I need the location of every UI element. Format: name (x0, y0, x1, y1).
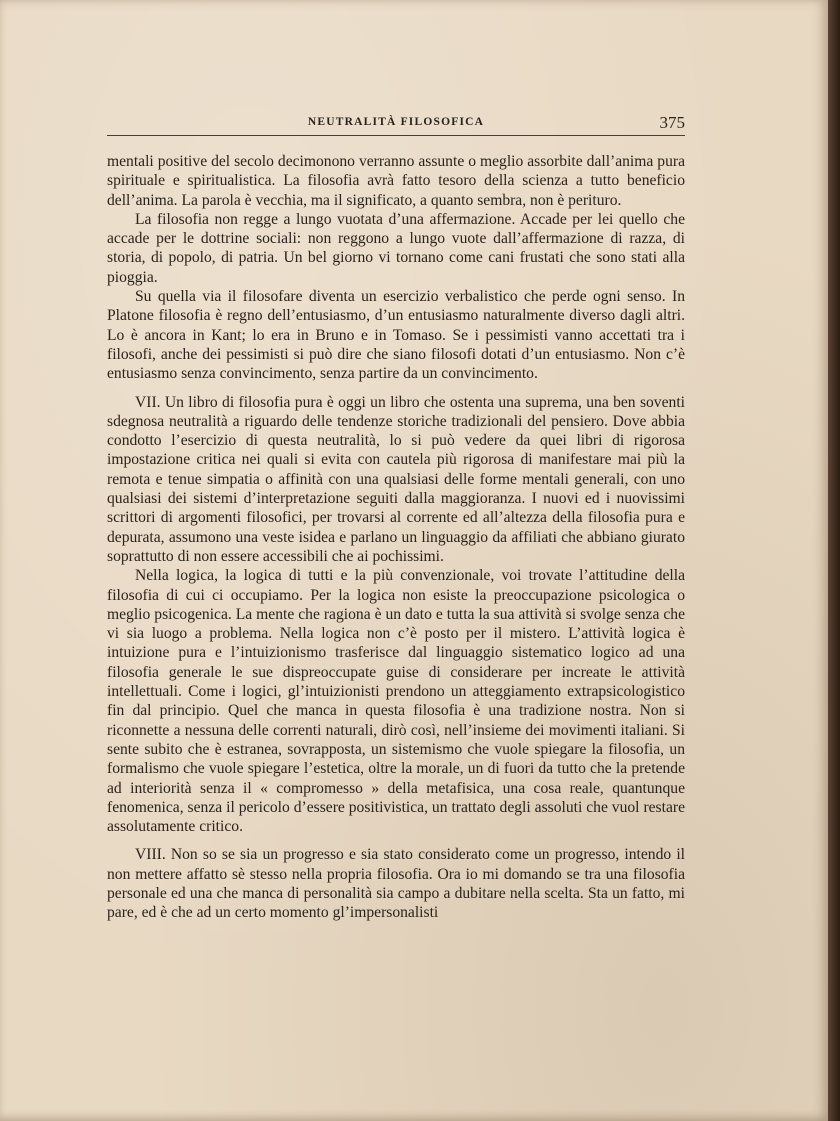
body-text (107, 152, 685, 923)
page-number: 375 (659, 113, 685, 132)
paragraph: Su quella via il filosofare diventa un esercizio verbalistico che perde ogni senso. In Platone filosofia è regno dell’entusiasmo, d’un entusiasmo naturalmente diverso dagli altri. Lo è ancora in Kant; lo era in Bruno e in Tomaso. Se i pessimisti vanno accettati tra i filosofi, anche dei pessimisti si può dire che siano filosofi dotati d’un entusiasmo. Non c’è entusiasmo senza convincimento, senza partire da un convincimento. (107, 288, 685, 383)
page-edge (828, 0, 840, 1121)
paragraph: La filosofia non regge a lungo vuotata d’una affermazione. Accade per lei quello che accade per le dottrine sociali: non reggono a lungo vuote dall’affermazione di razza, di storia, di popolo, di patria. Un bel giorno vi tornano come cani frustati che sono stati alla pioggia. (107, 210, 685, 286)
header-rule (107, 135, 685, 136)
paragraph-continuation: mentali positive del secolo decimonono verranno assunte o meglio assorbite dall’anima pura spirituale e spiritualistica. La filosofia avrà fatto tesoro della scienza a tutto beneficio dell’anima. La parola è vecchia, ma il significato, a quanto sembra, non è perituro. (107, 153, 685, 209)
section-vii-paragraph: VII. Un libro di filosofia pura è oggi un libro che ostenta una suprema, una ben soventi sdegnosa neutralità a riguardo delle tendenze storiche tradizionali del pensiero. Dove abbia condotto l’esercizio di questa neutralità, lo si può vedere da quei libri di rigorosa impostazione critica nei quali si evita con cautela più rigorosa di manifestare mai più la remota e tenue simpatia o affinità con una qualsiasi delle forme mentali generali, con uno qualsiasi dei sistemi d’interpretazione seguiti dalla maggioranza. I nuovi ed i nuovissimi scrittori di argomenti filosofici, per trovarsi al corrente ed all’altezza della filosofia pura e depurata, assumono una veste isidea e parlano un linguaggio da affiliati che abbiano giurato soprattutto di non essere accessibili che ai pochissimi. (107, 393, 685, 565)
section-viii-paragraph: VIII. Non so se sia un progresso e sia stato considerato come un progresso, intendo il non mettere affatto sè stesso nella propria filosofia. Ora io mi domando se tra una filosofia personale ed una che manca di personalità sia campo a dubitare nella scelta. Sta un fatto, mi pare, ed è che ad un certo momento gl’impersonalisti (107, 846, 685, 922)
running-head (107, 113, 685, 135)
paragraph: Nella logica, la logica di tutti e la più convenzionale, voi trovate l’attitudine della filosofia di cui ci occupiamo. Per la logica non esiste la preoccupazione psicologica o meglio psicogenica. La mente che ragiona è un dato e tutta la sua attività si svolge senza che vi sia luogo a problema. Nella logica non c’è posto per il mistero. L’attività logica è intuizione pura e l’intuizionismo trasferisce dal linguaggio sistematico logico ad una filosofia generale le sue dispreoccupate guise di considerare per increate le attività intellettuali. Come i logici, gl’intuizionisti prendono un atteggiamento extrapsicologistico fin dal principio. Quel che manca in questa filosofia è una tradizione nostra. Non si riconnette a nessuna delle correnti naturali, dirò così, nell’insieme dei movimenti italiani. Si sente subito che è estranea, sovrapposta, un sistemismo che vuole spiegare la filosofia, un formalismo che vuole spiegare l’estetica, oltre la morale, un di fuori da tutto che la pretende ad interiorità senza il « compromesso » della metafisica, una cosa reale, quantunque fenomenica, senza il pericolo d’essere positivistica, un trattato degli assoluti che vuol restare assolutamente critico. (107, 567, 685, 836)
running-title: NEUTRALITÀ FILOSOFICA (307, 116, 485, 128)
